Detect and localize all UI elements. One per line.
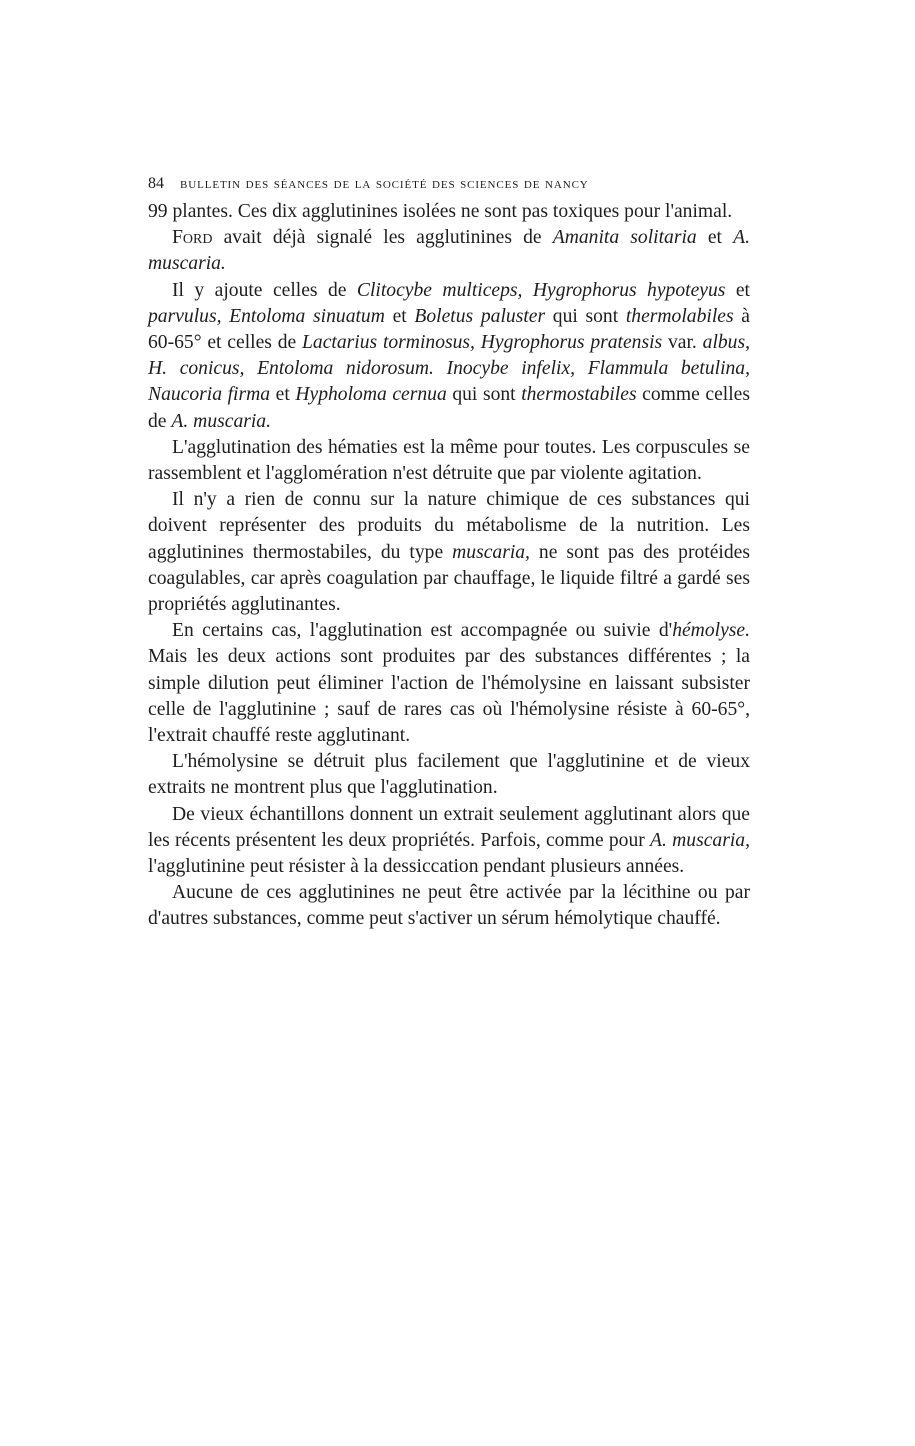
running-title: bulletin des séances de la société des sciences de nancy [180, 176, 589, 192]
text-run: comme celles de [148, 384, 750, 432]
text-run: et [725, 279, 750, 301]
paragraph [148, 802, 750, 881]
italic-text: thermolabiles [625, 305, 734, 327]
italic-text: Clitocybe multiceps, Hygrophorus hypoteyus [356, 279, 726, 301]
paragraph [148, 225, 750, 277]
italic-text: albus, H. conicus, Entoloma nidorosum. Inocybe infelix, Flammula betulina, Naucoria firma [148, 332, 750, 406]
text-run: Aucune de ces agglutinines ne peut être activée par la lécithine ou par d'autres substances, comme peut s'activer un sérum hémolytique chauffé. [148, 882, 750, 930]
italic-text: Amanita solitaria [552, 227, 697, 249]
paragraph [148, 278, 750, 435]
text-run: 99 plantes. Ces dix agglutinines isolées ne sont pas toxiques pour l'animal. [148, 201, 733, 222]
italic-text: A. muscaria. [171, 410, 272, 432]
italic-text: muscaria, [452, 541, 530, 563]
page-number: 84 [148, 175, 164, 192]
italic-text: Hypholoma cernua [295, 384, 447, 406]
italic-text: Lactarius torminosus, Hygrophorus pratensis [302, 332, 663, 354]
italic-text: A. muscaria, [650, 829, 750, 851]
paragraph [148, 435, 750, 487]
text-run: L'agglutination des hématies est la même pour toutes. Les corpuscules se rassemblent et l'agglomération n'est détruite que par violente agitation. [148, 436, 750, 485]
text-run: De vieux échantillons donnent un extrait seulement agglutinant alors que les récents présentent les deux propriétés. Parfois, comme pour [148, 803, 750, 851]
text-run: avait déjà signalé les agglutinines de [212, 227, 553, 249]
text-run: Il n'y a rien de connu sur la nature chimique de ces substances qui doivent représenter des produits du métabolisme de la nutrition. Les agglutinines thermostabiles, du type [148, 489, 750, 563]
body-text [148, 199, 750, 933]
paragraph [148, 199, 750, 225]
paragraph [148, 487, 750, 618]
paragraph [148, 618, 750, 749]
text-run: à 60-65° et celles de [148, 305, 750, 354]
italic-text: parvulus, Entoloma sinuatum [148, 305, 385, 327]
text-run: qui sont [446, 384, 522, 406]
text-run: L'hémolysine se détruit plus facilement que l'agglutinine et de vieux extraits ne montrent plus que l'agglutination. [148, 751, 750, 799]
text-run: En certains cas, l'agglutination est accompagnée ou suivie d' [172, 620, 673, 642]
text-run: var. [662, 332, 703, 354]
text-run: l'agglutinine peut résister à la dessiccation pendant plusieurs années. [148, 856, 685, 878]
author-name: Ford [172, 227, 213, 249]
text-run: et [696, 227, 734, 249]
italic-text: hémolyse. [672, 620, 750, 642]
text-run: et [270, 384, 296, 406]
text-run: Mais les deux actions sont produites par des substances différentes ; la simple dilution peut éliminer l'action de l'hémolysine en laissant subsister celle de l'agglutinine ; sauf de rares cas où l'hémolysine résiste à 60-65°, l'extrait chauffé reste agglutinant. [148, 646, 750, 747]
paragraph [148, 880, 750, 932]
italic-text: thermostabiles [521, 384, 637, 406]
italic-text: Boletus paluster [414, 305, 546, 327]
paragraph [148, 749, 750, 801]
text-run: ne sont pas des protéides coagulables, car après coagulation par chauffage, le liquide filtré a gardé ses propriétés agglutinantes. [148, 541, 750, 616]
italic-text: A. muscaria. [148, 227, 751, 275]
page [148, 175, 750, 933]
text-run: Il y ajoute celles de [172, 279, 357, 301]
text-run: et [384, 305, 415, 327]
running-head [148, 175, 750, 193]
text-run: qui sont [545, 305, 626, 327]
